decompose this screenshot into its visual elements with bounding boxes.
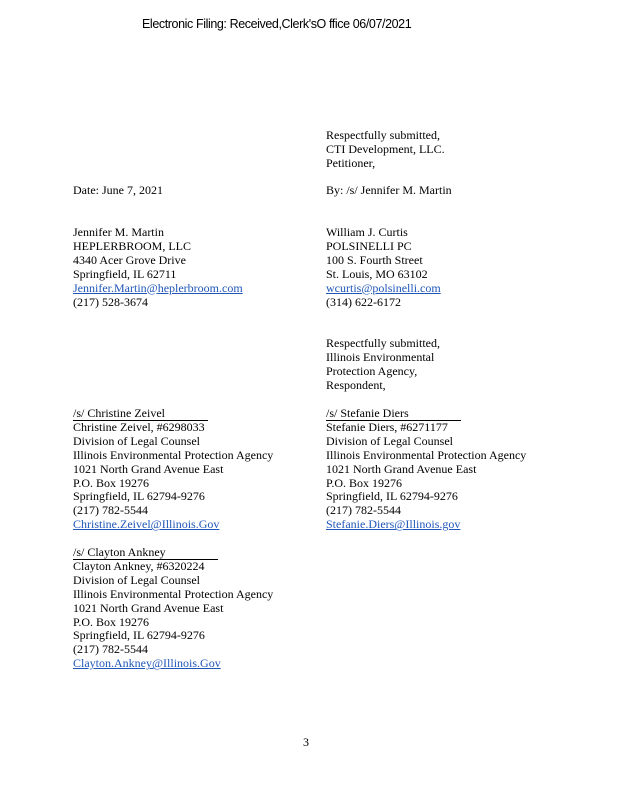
agency: Illinois Environmental Protection Agency	[73, 586, 274, 601]
po-box: P.O. Box 19276	[326, 475, 403, 490]
counsel-block-martin	[73, 226, 243, 309]
filing-header: Electronic Filing: Received,Clerk'sO ffice 06/07/2021	[142, 17, 412, 31]
city-state-zip: Springfield, IL 62794-9276	[73, 489, 205, 504]
signature-line: /s/ Stefanie Diers	[326, 407, 461, 421]
firm-name: HEPLERBROOM, LLC	[73, 238, 192, 253]
city-state-zip: Springfield, IL 62711	[73, 266, 177, 281]
attorney-block-ankney	[73, 546, 273, 671]
signature-line: /s/ Christine Zeivel	[73, 407, 208, 421]
po-box: P.O. Box 19276	[73, 614, 150, 629]
firm-name: POLSINELLI PC	[326, 238, 412, 253]
city-state-zip: St. Louis, MO 63102	[326, 266, 428, 281]
attorney-name: William J. Curtis	[326, 225, 408, 239]
respectfully-submitted: Respectfully submitted,	[326, 336, 440, 350]
division: Division of Legal Counsel	[73, 433, 200, 448]
phone: (217) 782-5544	[326, 503, 401, 518]
city-state-zip: Springfield, IL 62794-9276	[73, 628, 205, 643]
phone: (217) 528-3674	[73, 294, 148, 309]
petitioner-party: CTI Development, LLC.	[326, 141, 445, 156]
agency: Illinois Environmental Protection Agency	[326, 447, 527, 462]
attorney-block-zeivel	[73, 407, 273, 532]
page-number: 3	[303, 735, 309, 749]
respondent-signature-block	[326, 337, 440, 393]
division: Division of Legal Counsel	[73, 572, 200, 587]
attorney-name: Stefanie Diers, #6271177	[326, 419, 448, 434]
email-link[interactable]: Jennifer.Martin@heplerbroom.com	[73, 280, 243, 295]
agency: Illinois Environmental Protection Agency	[73, 447, 274, 462]
street-address: 1021 North Grand Avenue East	[73, 600, 224, 615]
street-address: 1021 North Grand Avenue East	[326, 461, 477, 476]
division: Division of Legal Counsel	[326, 433, 453, 448]
city-state-zip: Springfield, IL 62794-9276	[326, 489, 458, 504]
counsel-block-curtis	[326, 226, 441, 309]
street-address: 4340 Acer Grove Drive	[73, 252, 186, 267]
street-address: 100 S. Fourth Street	[326, 252, 423, 267]
phone: (217) 782-5544	[73, 503, 148, 518]
respectfully-submitted: Respectfully submitted,	[326, 128, 440, 142]
petitioner-role: Petitioner,	[326, 155, 376, 170]
respondent-role: Respondent,	[326, 377, 386, 392]
email-link[interactable]: Christine.Zeivel@Illinois.Gov	[73, 517, 220, 532]
respondent-party-line2: Protection Agency,	[326, 363, 418, 378]
street-address: 1021 North Grand Avenue East	[73, 461, 224, 476]
attorney-name: Jennifer M. Martin	[73, 225, 164, 239]
attorney-name: Clayton Ankney, #6320224	[73, 558, 205, 573]
petitioner-by-line: By: /s/ Jennifer M. Martin	[326, 183, 452, 197]
attorney-block-diers	[326, 407, 526, 532]
email-link[interactable]: Stefanie.Diers@Illinois.gov	[326, 517, 461, 532]
filing-date: Date: June 7, 2021	[73, 183, 163, 197]
respondent-party-line1: Illinois Environmental	[326, 349, 435, 364]
phone: (314) 622-6172	[326, 294, 401, 309]
po-box: P.O. Box 19276	[73, 475, 150, 490]
petitioner-signature-block	[326, 129, 445, 171]
signature-line: /s/ Clayton Ankney	[73, 546, 218, 560]
attorney-name: Christine Zeivel, #6298033	[73, 419, 205, 434]
email-link[interactable]: wcurtis@polsinelli.com	[326, 280, 441, 295]
email-link[interactable]: Clayton.Ankney@Illinois.Gov	[73, 656, 221, 671]
phone: (217) 782-5544	[73, 642, 148, 657]
